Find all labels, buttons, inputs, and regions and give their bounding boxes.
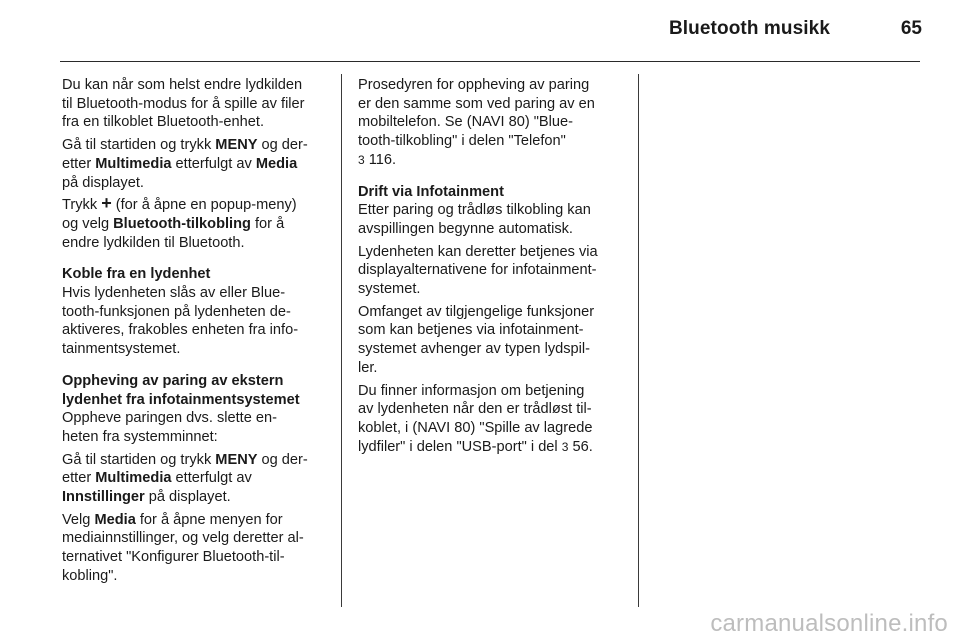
media-keyword: Media (255, 155, 298, 172)
text: Velg (62, 511, 95, 528)
text: lydfiler" i delen "USB-port" i del (358, 438, 562, 455)
section-heading: Koble fra en lydenhet (62, 266, 211, 283)
paragraph (62, 76, 334, 132)
text: og der- (257, 451, 308, 468)
text-line: Du finner informasjon om betjening (358, 382, 585, 399)
text: etter (62, 155, 96, 172)
text-line (62, 215, 334, 234)
text-line: Lydenheten kan deretter betjenes via (358, 243, 598, 260)
text: (for å åpne en popup-meny) (111, 197, 297, 214)
section-heading: Drift via Infotainment (358, 183, 504, 200)
text-line: tooth-tilkobling" i delen "Telefon" (358, 133, 566, 150)
text-line: mobiltelefon. Se (NAVI 80) "Blue- (358, 114, 573, 131)
paragraph (358, 382, 630, 457)
menu-keyword: MENY (215, 451, 258, 468)
text: på displayet. (144, 489, 231, 506)
text-line: Etter paring og trådløs tilkobling kan (358, 202, 591, 219)
settings-keyword: Innstillinger (62, 489, 145, 506)
text: Gå til startiden og trykk (62, 451, 216, 468)
text: for å åpne menyen for (135, 511, 283, 528)
text-line: som kan betjenes via infotainment- (358, 322, 584, 339)
text-line: systemet avhenger av typen lydspil- (358, 341, 590, 358)
text-line (62, 488, 334, 507)
text-line (62, 136, 334, 155)
text-line: displayalternativene for infotainment- (358, 262, 597, 279)
column-divider-right (638, 74, 639, 607)
section-heading: Oppheving av paring av ekstern (62, 372, 284, 389)
text-line: tooth-funksjonen på lydenheten de- (62, 303, 291, 320)
text-line: mediainnstillinger, og velg deretter al- (62, 530, 304, 547)
text-line: aktiveres, frakobles enheten fra info- (62, 322, 299, 339)
watermark: carmanualsonline.info (710, 610, 948, 637)
plus-icon: + (101, 193, 112, 214)
paragraph (358, 243, 630, 299)
text-line: endre lydkilden til Bluetooth. (62, 234, 245, 251)
text-line: Omfanget av tilgjengelige funksjoner (358, 303, 595, 320)
menu-keyword: MENY (215, 137, 258, 154)
text-line: Prosedyren for oppheving av paring (358, 77, 590, 93)
text-line: avspillingen begynne automatisk. (358, 220, 573, 237)
text-line: heten fra systemminnet: (62, 428, 218, 445)
text-line: kobling". (62, 567, 118, 584)
text-line (62, 155, 334, 174)
bluetooth-connection-keyword: Bluetooth-tilkobling (113, 215, 251, 232)
section-heading: lydenhet fra infotainmentsystemet (62, 391, 300, 408)
text: og velg (62, 215, 114, 232)
column-1 (62, 76, 334, 590)
paragraph (62, 193, 334, 252)
multimedia-keyword: Multimedia (95, 470, 172, 487)
media-keyword: Media (94, 511, 136, 528)
paragraph (62, 136, 334, 192)
text-line (62, 193, 334, 215)
text-line: Du kan når som helst endre lydkilden (62, 77, 303, 93)
paragraph (358, 183, 630, 239)
text-line: til Bluetooth-modus for å spille av filer (62, 95, 305, 112)
paragraph (358, 76, 630, 170)
text: for å (250, 215, 285, 232)
text-line: av lydenheten når den er trådløst til- (358, 401, 592, 418)
text-line: systemet. (358, 281, 421, 298)
page-number: 65 (900, 18, 922, 39)
text: etterfulgt av (171, 470, 252, 487)
paragraph (62, 372, 334, 447)
page-reference: 116. (364, 151, 397, 168)
text-line (62, 469, 334, 488)
paragraph (358, 303, 630, 378)
text-line: Hvis lydenheten slås av eller Blue- (62, 285, 286, 302)
paragraph (62, 451, 334, 507)
text: Gå til startiden og trykk (62, 137, 216, 154)
header-divider (60, 61, 920, 62)
column-divider-left (341, 74, 342, 607)
text-line: ternativet "Konfigurer Bluetooth-til- (62, 549, 285, 566)
text-line: er den samme som ved paring av en (358, 95, 595, 112)
text-line: fra en tilkoblet Bluetooth-enhet. (62, 114, 265, 131)
text-line: ler. (358, 359, 378, 376)
text-line (62, 451, 334, 470)
text-line: tainmentsystemet. (62, 341, 181, 358)
text-line (358, 438, 630, 457)
text-line (62, 511, 334, 530)
page-reference-arrow-icon: 3 (561, 439, 569, 454)
text-line: på displayet. (62, 174, 144, 191)
column-2 (358, 76, 630, 460)
page-reference: 56. (568, 438, 593, 455)
section-title: Bluetooth musikk (668, 18, 830, 39)
paragraph (62, 511, 334, 586)
text: og der- (257, 137, 308, 154)
text-line (358, 151, 630, 170)
text-line: Oppheve paringen dvs. slette en- (62, 410, 277, 427)
text-line: koblet, i (NAVI 80) "Spille av lagrede (358, 419, 593, 436)
page-reference-arrow-icon: 3 (358, 152, 365, 167)
paragraph (62, 265, 334, 359)
multimedia-keyword: Multimedia (95, 155, 172, 172)
text: etter (62, 470, 96, 487)
text: Trykk (62, 197, 102, 214)
text: etterfulgt av (171, 155, 256, 172)
